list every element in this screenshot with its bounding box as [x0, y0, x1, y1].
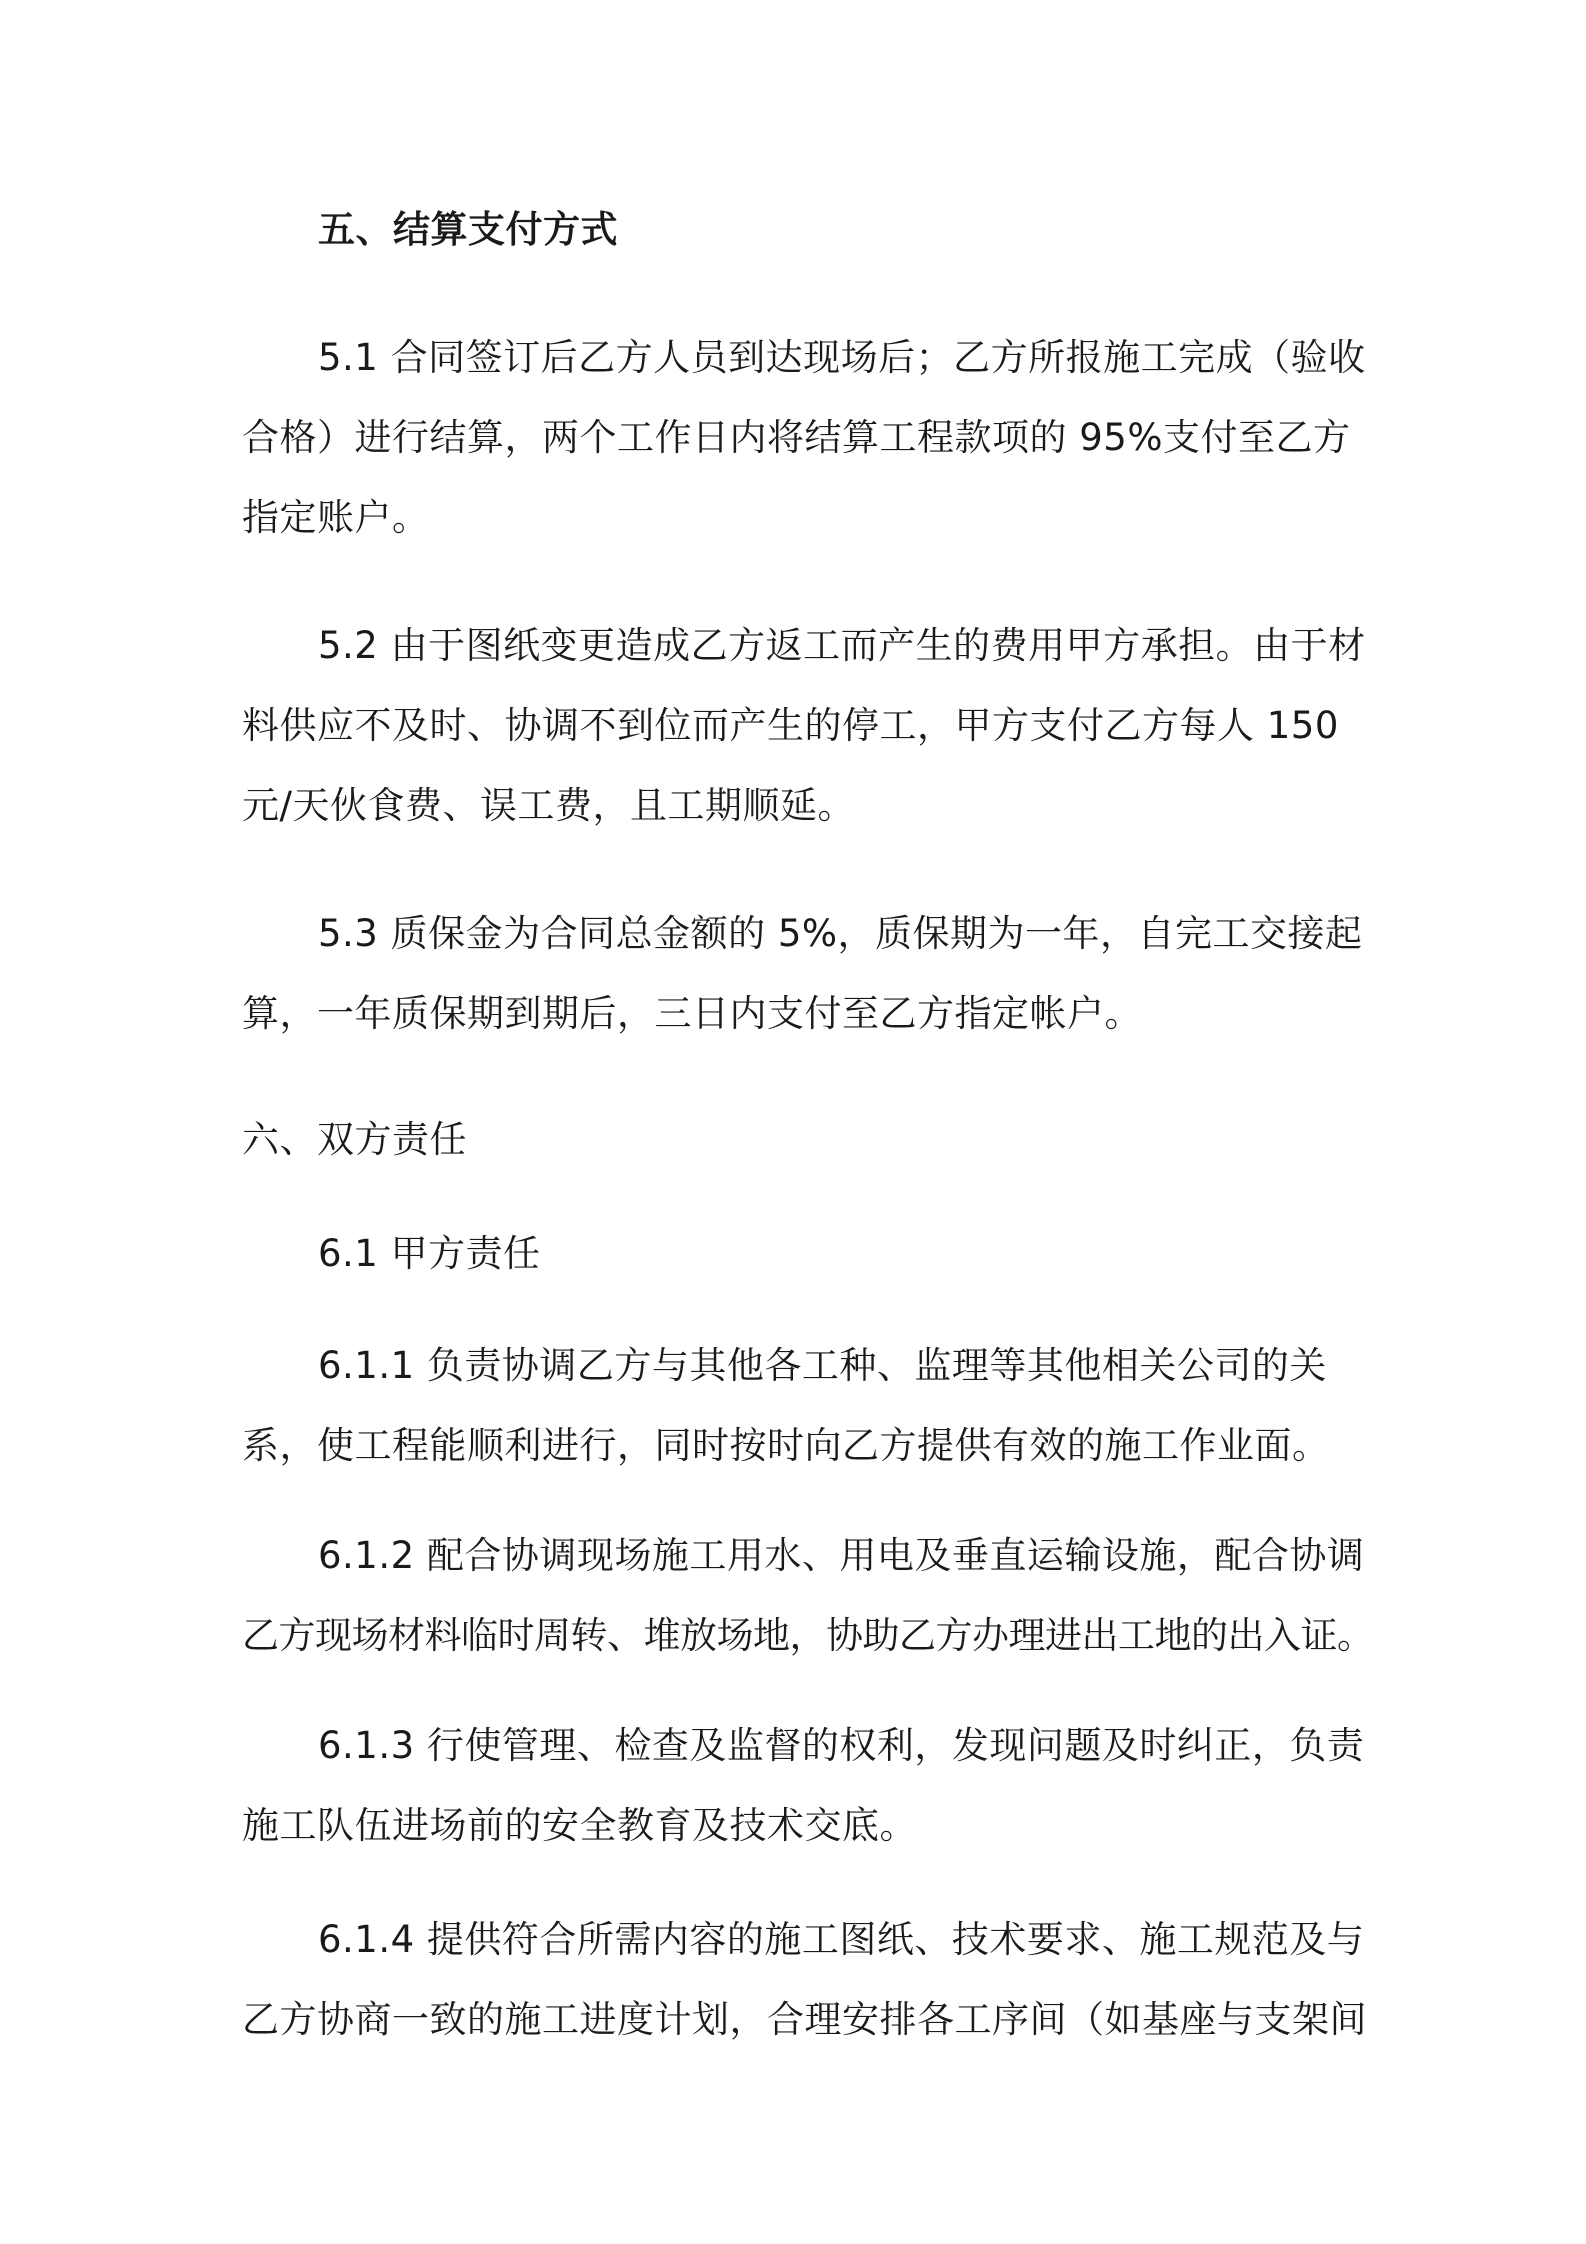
clause-5-3-line-1: 5.3 质保金为合同总金额的 5%，质保期为一年，自完工交接起	[318, 912, 1363, 955]
clause-6-1-2-line-2: 乙方现场材料临时周转、堆放场地，协助乙方办理进出工地的出入证。	[242, 1614, 1374, 1657]
clause-5-1-line-2: 合格）进行结算，两个工作日内将结算工程款项的 95%支付至乙方	[242, 416, 1351, 459]
clause-6-1-4-line-1: 6.1.4 提供符合所需内容的施工图纸、技术要求、施工规范及与	[318, 1918, 1365, 1961]
clause-6-1-1-line-1: 6.1.1 负责协调乙方与其他各工种、监理等其他相关公司的关	[318, 1344, 1327, 1387]
section-5-heading: 五、结算支付方式	[318, 208, 618, 251]
clause-6-1-2-line-1: 6.1.2 配合协调现场施工用水、用电及垂直运输设施，配合协调	[318, 1534, 1365, 1577]
subsection-6-1-heading: 6.1 甲方责任	[318, 1232, 541, 1275]
clause-5-2-line-2: 料供应不及时、协调不到位而产生的停工，甲方支付乙方每人 150	[242, 704, 1339, 747]
clause-6-1-1-line-2: 系，使工程能顺利进行，同时按时向乙方提供有效的施工作业面。	[242, 1424, 1330, 1467]
clause-5-2-line-3: 元/天伙食费、误工费，且工期顺延。	[242, 784, 855, 827]
clause-5-2-line-1: 5.2 由于图纸变更造成乙方返工而产生的费用甲方承担。由于材	[318, 624, 1366, 667]
clause-6-1-3-line-1: 6.1.3 行使管理、检查及监督的权利，发现问题及时纠正，负责	[318, 1724, 1365, 1767]
clause-6-1-4-line-2: 乙方协商一致的施工进度计划，合理安排各工序间（如基座与支架间	[242, 1998, 1367, 2041]
section-6-heading: 六、双方责任	[242, 1118, 467, 1161]
clause-5-1-line-3: 指定账户。	[242, 496, 430, 539]
clause-5-1-line-1: 5.1 合同签订后乙方人员到达现场后；乙方所报施工完成（验收	[318, 336, 1366, 379]
clause-5-3-line-2: 算，一年质保期到期后，三日内支付至乙方指定帐户。	[242, 992, 1142, 1035]
clause-6-1-3-line-2: 施工队伍进场前的安全教育及技术交底。	[242, 1804, 917, 1847]
